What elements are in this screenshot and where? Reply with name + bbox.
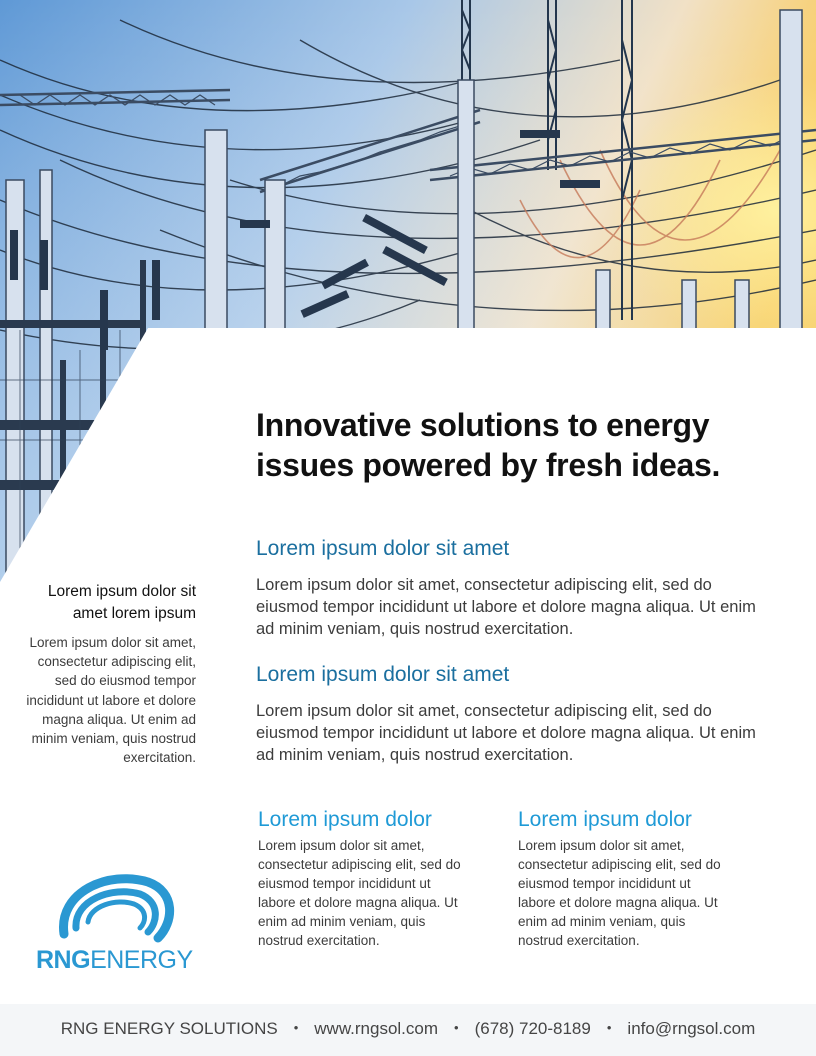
footer-phone[interactable]: (678) 720-8189 [474, 1019, 591, 1038]
footer-separator: • [293, 1020, 299, 1035]
sidebar-title: Lorem ipsum dolor sit amet lorem ipsum [47, 583, 196, 622]
page-headline: Innovative solutions to energy issues powered by fresh ideas. [256, 407, 721, 483]
sidebar-body: Lorem ipsum dolor sit amet, consectetur adipiscing elit, sed do eiusmod tempor incididunt ut labore et dolore magna aliqua. Ut enim ad minim veniam, quis nostrud exercitation. [26, 635, 196, 766]
footer-contact-line [0, 1019, 816, 1039]
footer-separator: • [606, 1020, 612, 1035]
column-1-body: Lorem ipsum dolor sit amet, consectetur adipiscing elit, sed do eiusmod tempor incididunt ut labore et dolore magna aliqua. Ut enim ad minim veniam, quis nostrud exercitation. [258, 838, 461, 948]
section-2-body: Lorem ipsum dolor sit amet, consectetur adipiscing elit, sed do eiusmod tempor incididunt ut labore et dolore magna aliqua. Ut enim ad minim veniam, quis nostrud exercitation. [256, 702, 756, 764]
footer-website-link[interactable]: www.rngsol.com [314, 1019, 439, 1038]
section-2-title: Lorem ipsum dolor sit amet [256, 663, 510, 686]
section-1-body: Lorem ipsum dolor sit amet, consectetur adipiscing elit, sed do eiusmod tempor incididunt ut labore et dolore magna aliqua. Ut enim ad minim veniam, quis nostrud exercitation. [256, 576, 756, 638]
logo-text-bold: RNG [36, 946, 91, 974]
logo-text-light: ENERGY [90, 946, 193, 974]
section-1-title: Lorem ipsum dolor sit amet [256, 537, 510, 560]
column-2-body: Lorem ipsum dolor sit amet, consectetur adipiscing elit, sed do eiusmod tempor incididunt ut labore et dolore magna aliqua. Ut enim ad minim veniam, quis nostrud exercitation. [518, 838, 721, 948]
column-1-title: Lorem ipsum dolor [258, 808, 432, 831]
footer-email-link[interactable]: info@rngsol.com [627, 1019, 756, 1038]
footer-separator: • [454, 1020, 459, 1035]
company-logo-text [36, 946, 206, 975]
footer-company: RNG ENERGY SOLUTIONS [60, 1019, 278, 1038]
column-2-title: Lorem ipsum dolor [518, 808, 692, 831]
